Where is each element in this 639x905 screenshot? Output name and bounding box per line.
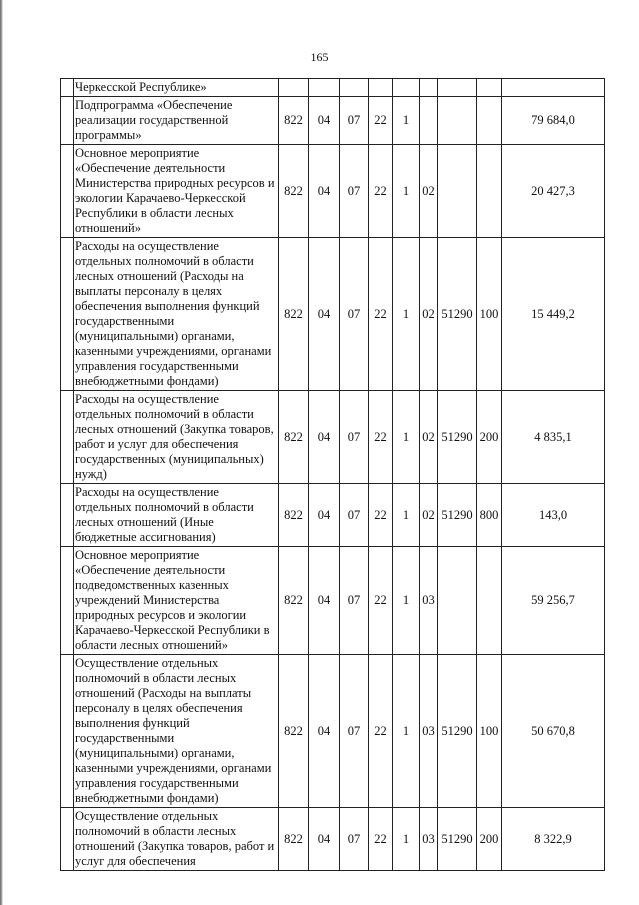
ministry-code-cell: 822 [279,391,309,484]
ministry-code-cell: 822 [279,808,309,871]
row-name-cell: Расходы на осуществление отдельных полномочий в области лесных отношений (Расходы на выплаты персоналу в целях обеспечения выполнения функций государственными (муниципальными) органами, казенными учреждениями, органами управления государственными внебюджетными фондами) [74,238,279,391]
activity-code-cell [420,79,438,97]
row-number-cell [61,808,74,871]
row-number-cell [61,145,74,238]
subprogram-code-cell: 1 [393,238,420,391]
subsection-code-cell: 07 [340,97,369,145]
subsection-code-cell: 07 [340,391,369,484]
amount-cell: 143,0 [502,484,605,547]
subprogram-code-cell [393,79,420,97]
section-code-cell: 04 [309,391,340,484]
subsection-code-cell: 07 [340,808,369,871]
row-number-cell [61,79,74,97]
section-code-cell: 04 [309,238,340,391]
expense-type-code-cell: 100 [477,655,502,808]
scan-edge [0,0,3,905]
section-code-cell: 04 [309,484,340,547]
amount-cell: 15 449,2 [502,238,605,391]
ministry-code-cell: 822 [279,238,309,391]
program-code-cell [369,79,393,97]
row-number-cell [61,655,74,808]
amount-cell: 4 835,1 [502,391,605,484]
row-name-cell: Расходы на осуществление отдельных полномочий в области лесных отношений (Иные бюджетные ассигнования) [74,484,279,547]
row-number-cell [61,484,74,547]
row-name-cell: Основное мероприятие «Обеспечение деятельности подведомственных казенных учреждений Министерства природных ресурсов и экологии Карачаево-Черкесской Республики в области лесных отношений» [74,547,279,655]
ministry-code-cell: 822 [279,484,309,547]
expense-type-code-cell: 200 [477,808,502,871]
direction-code-cell [438,79,477,97]
section-code-cell [309,79,340,97]
amount-cell: 50 670,8 [502,655,605,808]
subprogram-code-cell: 1 [393,391,420,484]
program-code-cell: 22 [369,238,393,391]
section-code-cell: 04 [309,547,340,655]
expense-type-code-cell: 800 [477,484,502,547]
section-code-cell: 04 [309,145,340,238]
row-name-cell: Подпрограмма «Обеспечение реализации государственной программы» [74,97,279,145]
program-code-cell: 22 [369,808,393,871]
activity-code-cell: 02 [420,484,438,547]
direction-code-cell: 51290 [438,391,477,484]
subprogram-code-cell: 1 [393,808,420,871]
subprogram-code-cell: 1 [393,655,420,808]
subsection-code-cell: 07 [340,547,369,655]
expense-type-code-cell: 200 [477,391,502,484]
table-row [61,391,605,484]
program-code-cell: 22 [369,97,393,145]
direction-code-cell [438,547,477,655]
subprogram-code-cell: 1 [393,97,420,145]
section-code-cell: 04 [309,808,340,871]
table-row [61,97,605,145]
activity-code-cell: 03 [420,655,438,808]
row-name-cell: Основное мероприятие «Обеспечение деятельности Министерства природных ресурсов и экологии Карачаево-Черкесской Республики в области лесных отношений» [74,145,279,238]
row-number-cell [61,391,74,484]
activity-code-cell: 03 [420,547,438,655]
page-number: 165 [310,50,329,64]
direction-code-cell: 51290 [438,655,477,808]
expense-type-code-cell [477,145,502,238]
table-row [61,79,605,97]
table-row [61,145,605,238]
section-code-cell: 04 [309,97,340,145]
budget-table [60,78,605,871]
activity-code-cell: 02 [420,238,438,391]
amount-cell: 20 427,3 [502,145,605,238]
row-name-cell: Осуществление отдельных полномочий в области лесных отношений (Расходы на выплаты персоналу в целях обеспечения выполнения функций государственными (муниципальными) органами, казенными учреждениями, органами управления государственными внебюджетными фондами) [74,655,279,808]
direction-code-cell [438,145,477,238]
program-code-cell: 22 [369,547,393,655]
activity-code-cell [420,97,438,145]
row-number-cell [61,547,74,655]
amount-cell: 79 684,0 [502,97,605,145]
subsection-code-cell: 07 [340,655,369,808]
amount-cell: 59 256,7 [502,547,605,655]
ministry-code-cell: 822 [279,97,309,145]
table-row [61,655,605,808]
row-name-cell: Расходы на осуществление отдельных полномочий в области лесных отношений (Закупка товаров, работ и услуг для обеспечения государственных (муниципальных) нужд) [74,391,279,484]
subprogram-code-cell: 1 [393,547,420,655]
row-number-cell [61,238,74,391]
subsection-code-cell: 07 [340,238,369,391]
subsection-code-cell: 07 [340,484,369,547]
activity-code-cell: 02 [420,391,438,484]
ministry-code-cell: 822 [279,145,309,238]
table-row [61,808,605,871]
ministry-code-cell: 822 [279,547,309,655]
program-code-cell: 22 [369,145,393,238]
row-number-cell [61,97,74,145]
ministry-code-cell: 822 [279,655,309,808]
subsection-code-cell: 07 [340,145,369,238]
table-row [61,547,605,655]
direction-code-cell: 51290 [438,238,477,391]
expense-type-code-cell [477,97,502,145]
program-code-cell: 22 [369,484,393,547]
program-code-cell: 22 [369,391,393,484]
expense-type-code-cell [477,547,502,655]
subprogram-code-cell: 1 [393,484,420,547]
row-name-cell: Осуществление отдельных полномочий в области лесных отношений (Закупка товаров, работ и услуг для обеспечения [74,808,279,871]
table-row [61,238,605,391]
direction-code-cell [438,97,477,145]
expense-type-code-cell: 100 [477,238,502,391]
table-body [61,79,605,871]
activity-code-cell: 02 [420,145,438,238]
direction-code-cell: 51290 [438,808,477,871]
direction-code-cell: 51290 [438,484,477,547]
program-code-cell: 22 [369,655,393,808]
subprogram-code-cell: 1 [393,145,420,238]
expense-type-code-cell [477,79,502,97]
activity-code-cell: 03 [420,808,438,871]
section-code-cell: 04 [309,655,340,808]
subsection-code-cell [340,79,369,97]
amount-cell: 8 322,9 [502,808,605,871]
amount-cell [502,79,605,97]
ministry-code-cell [279,79,309,97]
row-name-cell: Черкесской Республике» [74,79,279,97]
table-row [61,484,605,547]
